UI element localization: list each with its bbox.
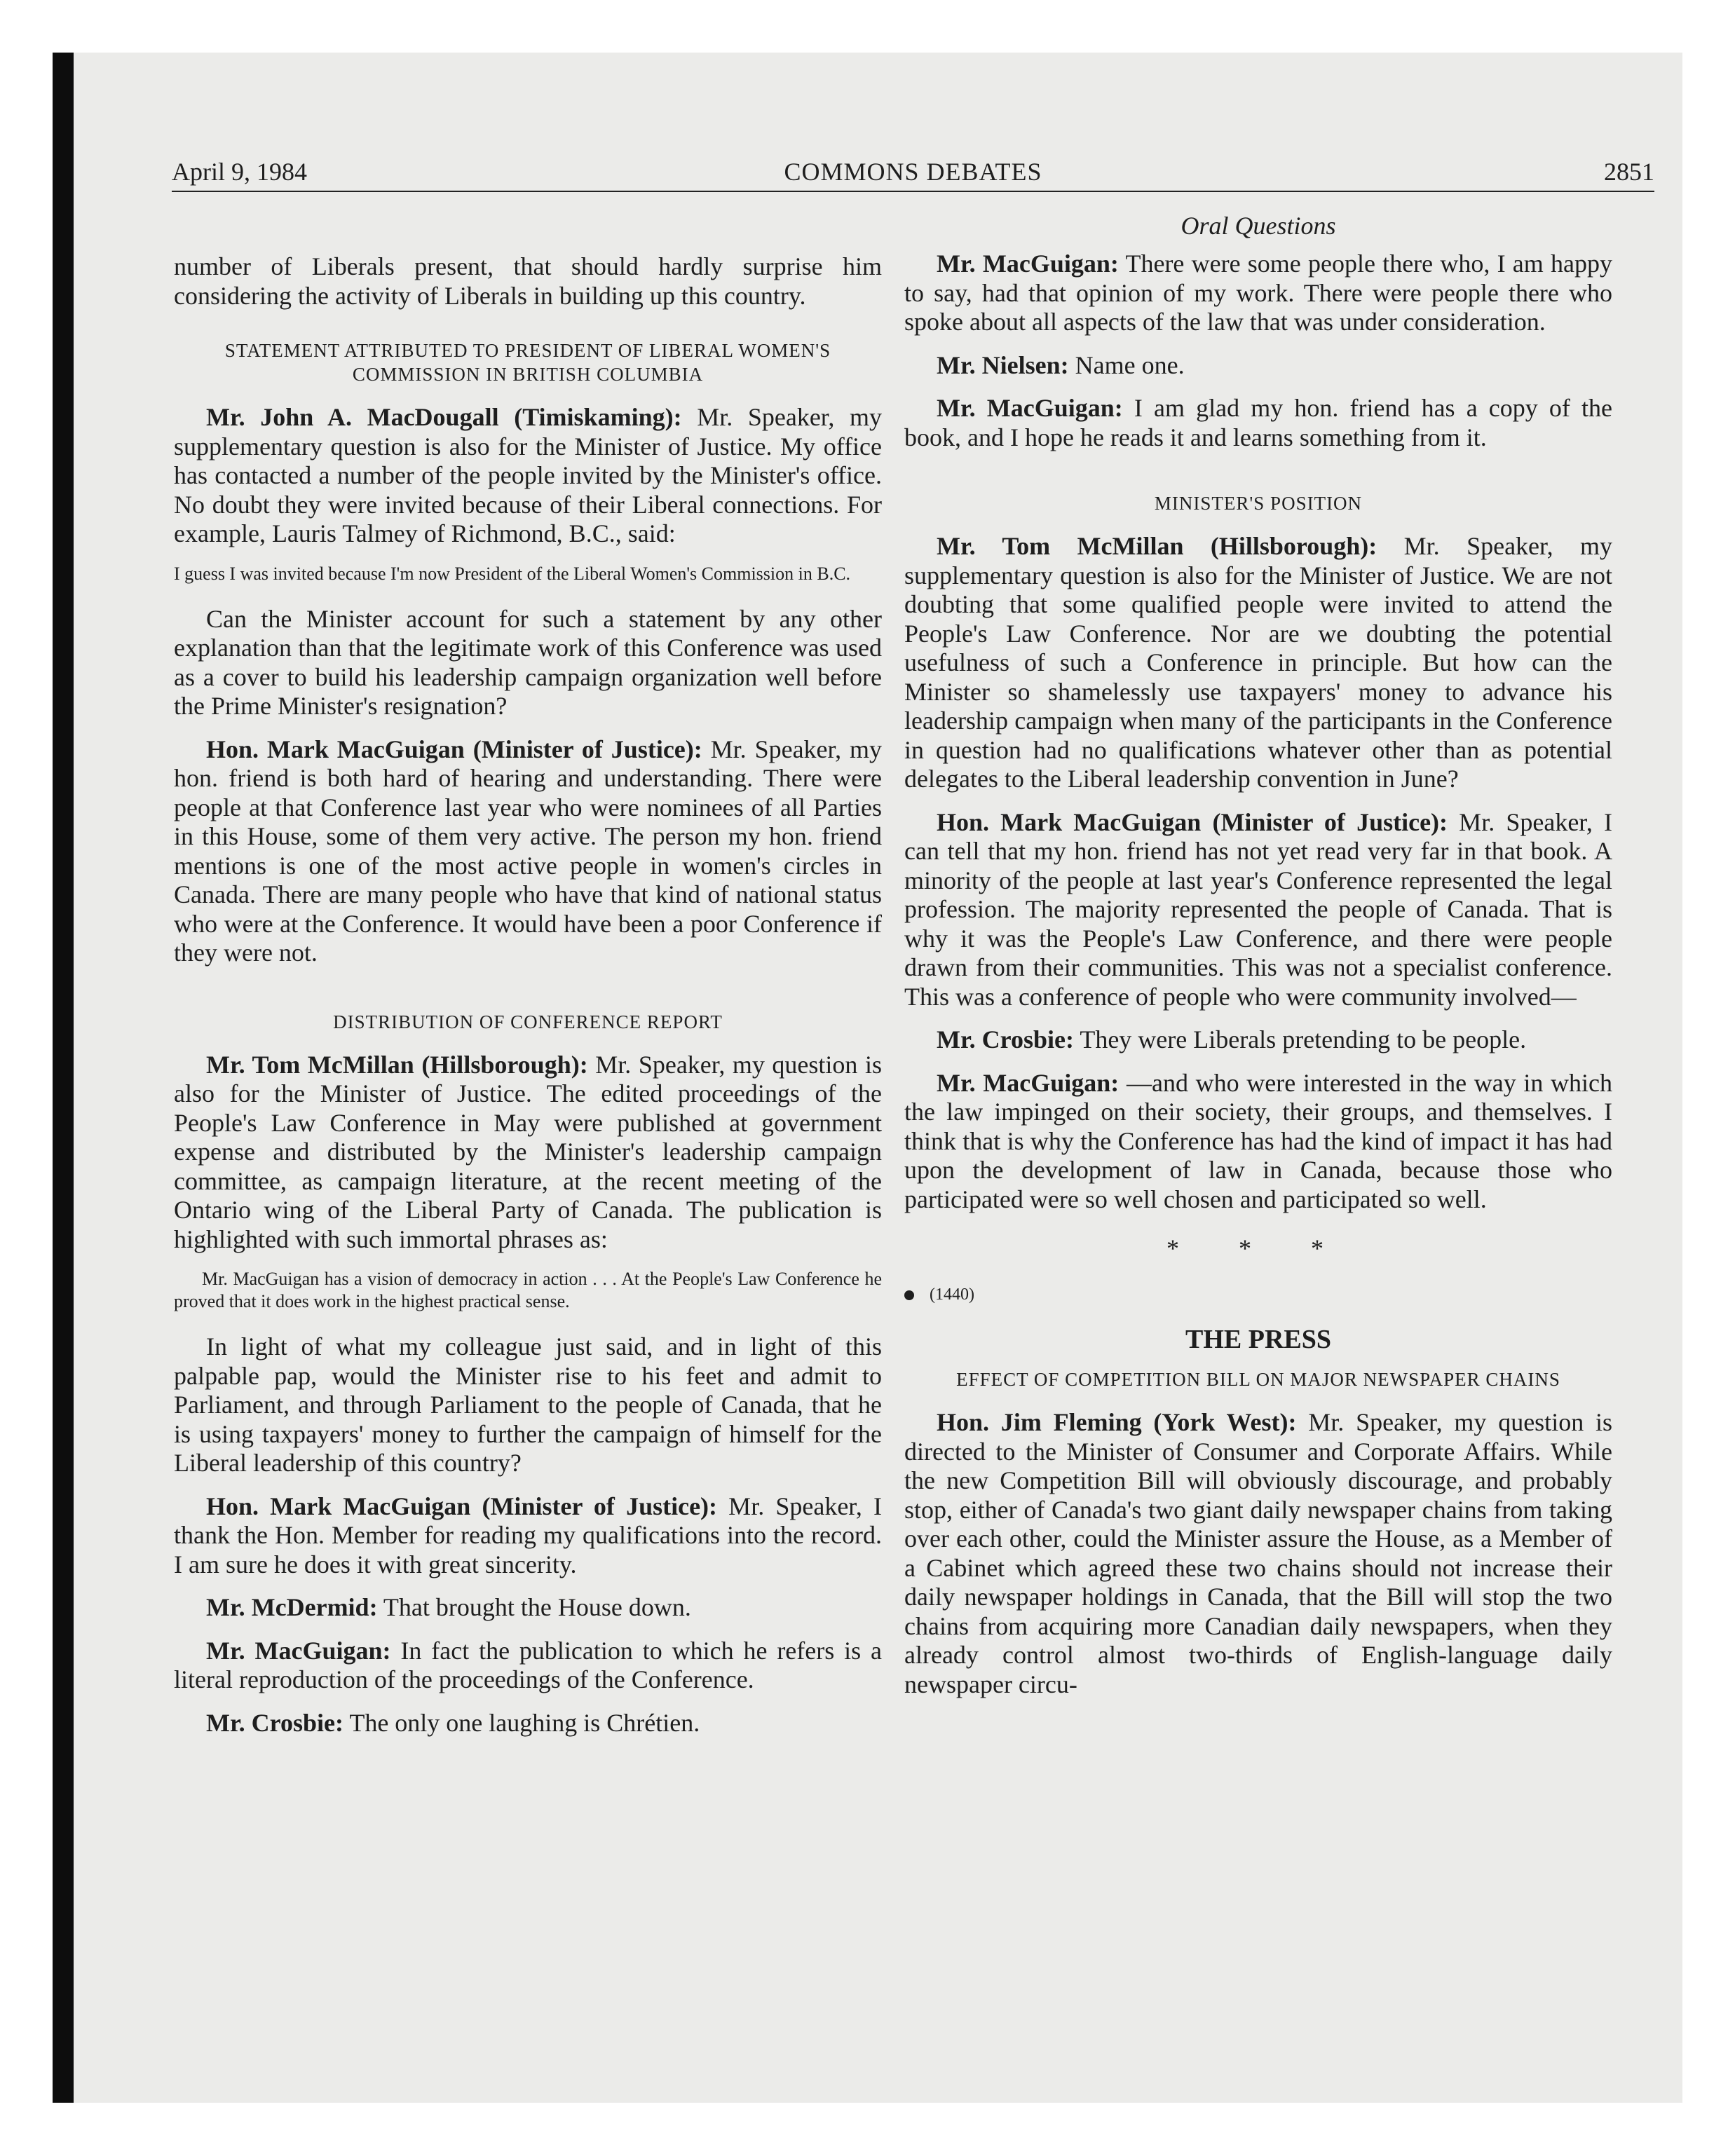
speaker-name: Hon. Mark MacGuigan (Minister of Justice): [937, 807, 1448, 836]
time-marker [904, 1285, 1612, 1304]
topic-heading: THE PRESS [1185, 1325, 1332, 1354]
section-heading: STATEMENT ATTRIBUTED TO PRESIDENT OF LIBERAL WOMEN'S COMMISSION IN BRITISH COLUMBIA [224, 340, 831, 385]
paragraph [174, 403, 882, 549]
paragraph: In light of what my colleague just said, and in light of this palpable pap, would the Minister rise to his feet and admit to Parliament, and through Parliament to the people of Canada, that he is using taxpayers' money to further the campaign of himself for the Liberal leadership of this country? [174, 1332, 882, 1477]
speech-text: I am glad my hon. friend has a copy of the book, and I hope he reads it and learns something from it. [904, 394, 1612, 451]
speaker-name: Mr. Tom McMillan (Hillsborough): [206, 1050, 588, 1079]
header-date: April 9, 1984 [172, 158, 307, 186]
paragraph [904, 808, 1612, 1012]
paragraph [904, 1408, 1612, 1699]
paragraph [904, 351, 1612, 381]
speaker-name: Mr. MacGuigan: [937, 250, 1119, 278]
speaker-name: Hon. Jim Fleming (York West): [937, 1408, 1297, 1436]
speaker-name: Mr. MacGuigan: [206, 1636, 391, 1665]
paragraph [174, 1051, 882, 1255]
paragraph [174, 1492, 882, 1580]
speaker-name: Mr. McDermid: [206, 1593, 378, 1621]
speech-text: —and who were interested in the way in which the law impinged on their society, their groups, and themselves. I think that is why the Conference has had the kind of impact it has had upon the development of law in Canada, because those who participated were so well chosen and participated so well. [904, 1068, 1612, 1213]
paragraph [174, 1637, 882, 1695]
header-title: COMMONS DEBATES [784, 158, 1042, 186]
speech-text: Name one. [1068, 350, 1185, 379]
right-column [904, 210, 1612, 1713]
paragraph: number of Liberals present, that should hardly surprise him considering the activity of Liberals in building up this country. [174, 252, 882, 310]
speaker-name: Mr. MacGuigan: [937, 394, 1123, 422]
section-separator: * * * [1166, 1234, 1350, 1262]
speaker-name: Mr. Crosbie: [937, 1025, 1074, 1053]
speech-text: The only one laughing is Chrétien. [343, 1708, 700, 1737]
speech-text: Mr. Speaker, I can tell that my hon. friend has not yet read very far in that book. A minority of the people at last year's Conference represented the legal profession. The majority represented the people of Canada. That is why it was the People's Law Conference, and there were people drawn from their communities. This was not a specialist conference. This was a conference of people who were community involved— [904, 807, 1612, 1011]
speech-text: Mr. Speaker, my supplementary question is also for the Minister of Justice. We are not doubting that some qualified people were invited to attend the People's Law Conference. Nor are we doubting the potential usefulness of such a Conference in principle. But how can the Minister so shamelessly use taxpayers' money to advance his leadership campaign when many of the participants in the Conference in question had no qualifications whatever other than as potential delegates to the Liberal leadership convention in June? [904, 532, 1612, 793]
speech-text: That brought the House down. [377, 1593, 691, 1621]
speaker-name: Mr. MacGuigan: [937, 1068, 1120, 1097]
header-rule [172, 191, 1654, 192]
paragraph [904, 250, 1612, 337]
speech-text: Mr. Speaker, I thank the Hon. Member for reading my qualifications into the record. I am sure he does it with great sincerity. [174, 1492, 882, 1578]
speech-text: They were Liberals pretending to be people. [1073, 1025, 1527, 1053]
paragraph [904, 1025, 1612, 1055]
speech-text: In fact the publication to which he refers is a literal reproduction of the proceedings of the Conference. [174, 1636, 882, 1693]
paragraph [174, 735, 882, 968]
block-quote: I guess I was invited because I'm now President of the Liberal Women's Commission in B.C. [174, 563, 851, 584]
paragraph [904, 1069, 1612, 1215]
speech-text: There were some people there who, I am happy to say, had that opinion of my work. There were people there who spoke about all aspects of the law that was under consideration. [904, 250, 1612, 336]
section-heading: MINISTER'S POSITION [1154, 493, 1363, 514]
speaker-name: Hon. Mark MacGuigan (Minister of Justice): [206, 735, 702, 763]
paragraph [904, 394, 1612, 452]
paragraph [174, 1593, 882, 1623]
section-heading: EFFECT OF COMPETITION BILL ON MAJOR NEWSPAPER CHAINS [956, 1369, 1560, 1390]
speech-text: Mr. Speaker, my question is directed to the Minister of Consumer and Corporate Affairs. While the new Competition Bill will obviously discourage, and probably stop, either of Canada's two giant daily newspaper chains from taking over each other, could the Minister assure the House, as a Member of a Cabinet which agreed these two chains should not increase their daily newspaper holdings in Canada, that the Bill will stop the two chains from acquiring more Canadian daily newspapers, when they already control almost two-thirds of English-language daily newspaper circu- [904, 1408, 1612, 1698]
paragraph [904, 532, 1612, 794]
speaker-name: Hon. Mark MacGuigan (Minister of Justice): [206, 1492, 718, 1520]
running-head [172, 157, 1654, 191]
paragraph: Can the Minister account for such a statement by any other explanation than that the legitimate work of this Conference was used as a cover to build his leadership campaign organization well before the Prime Minister's resignation? [174, 604, 882, 720]
speaker-name: Mr. John A. MacDougall (Timiskaming): [206, 403, 682, 431]
binding-edge [53, 53, 74, 2103]
paragraph [174, 1709, 882, 1738]
left-column [174, 252, 882, 1752]
speaker-name: Mr. Nielsen: [937, 350, 1069, 379]
time-label: (1440) [930, 1285, 974, 1304]
speech-text: Mr. Speaker, my hon. friend is both hard of hearing and understanding. There were people at that Conference last year who were nominees of all Parties in this House, some of them very active. The person my hon. friend mentions is one of the most active people in women's circles in Canada. There are many people who have that kind of national status who were at the Conference. It would have been a poor Conference if they were not. [174, 735, 882, 967]
page-number: 2851 [1604, 158, 1654, 186]
speech-text: Mr. Speaker, my question is also for the Minister of Justice. The edited proceedings of the People's Law Conference in May were published at government expense and distributed by the Minister's leadership campaign committee, as campaign literature, at the recent meeting of the Ontario wing of the Liberal Party of Canada. The publication is highlighted with such immortal phrases as: [174, 1050, 882, 1253]
speaker-name: Mr. Tom McMillan (Hillsborough): [937, 532, 1377, 560]
section-heading: DISTRIBUTION OF CONFERENCE REPORT [333, 1011, 723, 1032]
speaker-name: Mr. Crosbie: [206, 1708, 343, 1737]
subject-heading: Oral Questions [1181, 212, 1336, 240]
speech-text: Mr. Speaker, my supplementary question is also for the Minister of Justice. My office has contacted a number of the people invited by the Minister's office. No doubt they were invited because of their Liberal connections. For example, Lauris Talmey of Richmond, B.C., said: [174, 403, 882, 547]
bullet-icon [904, 1290, 914, 1300]
block-quote: Mr. MacGuigan has a vision of democracy in action . . . At the People's Law Conference he proved that it does work in the highest practical sense. [174, 1269, 882, 1311]
